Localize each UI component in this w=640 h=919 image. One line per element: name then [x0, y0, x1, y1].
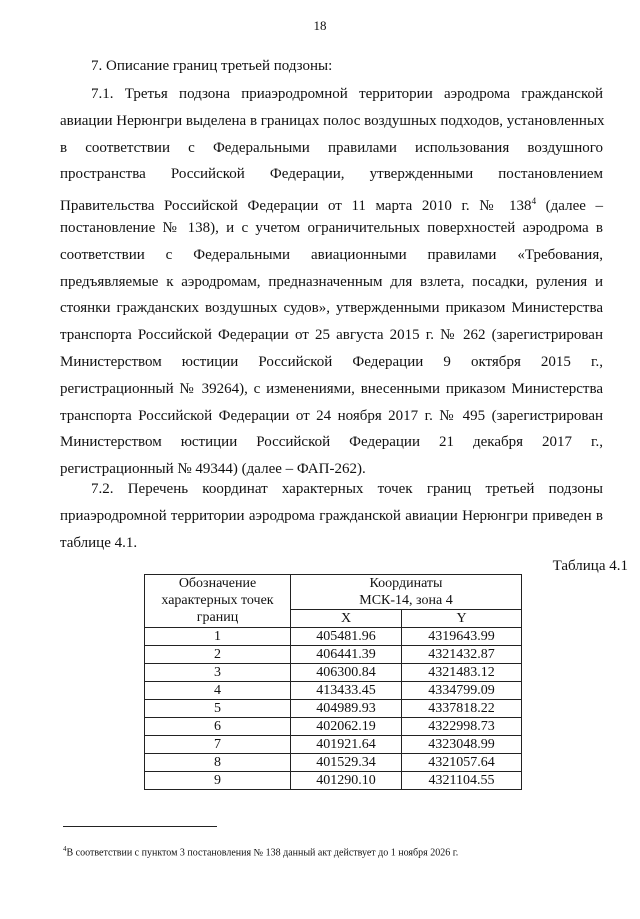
point-number: 3 — [145, 664, 291, 682]
coord-y: 4321432.87 — [402, 646, 522, 664]
paragraph-line: стоянки гражданских воздушных судов», утвержденными приказом Министерства — [60, 300, 603, 317]
table-row — [145, 682, 522, 700]
table-row — [145, 700, 522, 718]
paragraph-line: регистрационный № 49344) (далее – ФАП-262). — [60, 461, 366, 478]
table-row — [145, 736, 522, 754]
coord-x: 402062.19 — [291, 718, 402, 736]
paragraph-line: 7.1. Третья подзона приаэродромной территории аэродрома гражданской — [91, 86, 603, 102]
paragraph-line: в соответствии с Федеральными правилами использования воздушного — [60, 139, 603, 156]
footnote-text: В соответствии с пунктом 3 постановления № 138 данный акт действует до 1 ноября 2026 г. — [66, 847, 459, 859]
point-number: 7 — [145, 736, 291, 754]
coord-y: 4323048.99 — [402, 736, 522, 754]
header-x: X — [291, 610, 402, 628]
table-header-row — [145, 575, 522, 610]
paragraph-line: 7.2. Перечень координат характерных точек границ третьей подзоны — [91, 481, 603, 497]
table-row — [145, 754, 522, 772]
footnote-divider — [63, 826, 217, 827]
paragraph-line: приаэродромной территории аэродрома гражданской авиации Нерюнгри приведен в — [60, 507, 603, 524]
section-heading: 7. Описание границ третьей подзоны: — [91, 58, 333, 74]
coord-x: 401529.34 — [291, 754, 402, 772]
coord-y: 4322998.73 — [402, 718, 522, 736]
paragraph-line: регистрационный № 39264), с изменениями, внесенными приказом Министерства — [60, 380, 603, 397]
header-line: Обозначение — [178, 576, 257, 591]
paragraph-line: пространства Российской Федерации, утвержденными постановлением — [60, 166, 603, 183]
coord-y: 4321483.12 — [402, 664, 522, 682]
paragraph-line: соответствии с Федеральными авиационными правилами «Требования, — [60, 246, 603, 263]
coord-y: 4334799.09 — [402, 682, 522, 700]
coord-x: 406300.84 — [291, 664, 402, 682]
header-line: Координаты — [369, 576, 443, 591]
table-row — [145, 664, 522, 682]
page-number: 18 — [313, 18, 327, 33]
coord-y: 4321057.64 — [402, 754, 522, 772]
paragraph-line: предъявляемые к аэродромам, предназначенным для взлета, посадки, руления и — [60, 273, 603, 290]
coordinates-table — [144, 574, 522, 790]
header-line: МСК-14, зона 4 — [359, 593, 453, 608]
point-number: 1 — [145, 628, 291, 646]
table-row — [145, 772, 522, 790]
coord-x: 401290.10 — [291, 772, 402, 790]
paragraph-line: авиации Нерюнгри выделена в границах полос воздушных подходов, установленных — [60, 112, 605, 129]
table-caption: Таблица 4.1 — [552, 558, 628, 574]
coord-x: 413433.45 — [291, 682, 402, 700]
header-point-name — [145, 575, 291, 628]
point-number: 5 — [145, 700, 291, 718]
paragraph-line: постановление № 138), и с учетом ограничительных поверхностей аэродрома в — [60, 219, 603, 236]
coord-y: 4319643.99 — [402, 628, 522, 646]
footnote — [63, 845, 458, 858]
coord-y: 4337818.22 — [402, 700, 522, 718]
paragraph-line: Министерством юстиции Российской Федерации 9 октября 2015 г., — [60, 353, 603, 370]
header-y: Y — [402, 610, 522, 628]
paragraph-line-text: Правительства Российской Федерации от 11 марта 2010 г. № 138 — [60, 198, 532, 215]
paragraph-7-1 — [60, 81, 603, 483]
paragraph-line: транспорта Российской Федерации от 24 ноября 2017 г. № 495 (зарегистрирован — [60, 407, 603, 424]
point-number: 6 — [145, 718, 291, 736]
header-line: границ — [196, 610, 239, 625]
point-number: 8 — [145, 754, 291, 772]
paragraph-line-tail: (далее – — [536, 198, 603, 215]
table-row — [145, 718, 522, 736]
footnote-reference: 4 — [531, 196, 537, 207]
footnote-mark: 4 — [63, 845, 67, 853]
header-coordinates — [291, 575, 522, 610]
paragraph-line-with-footnote — [60, 188, 603, 215]
coord-x: 406441.39 — [291, 646, 402, 664]
paragraph-7-2 — [60, 476, 603, 556]
coord-x: 401921.64 — [291, 736, 402, 754]
coord-x: 404989.93 — [291, 700, 402, 718]
paragraph-line: таблице 4.1. — [60, 534, 138, 551]
paragraph-line: транспорта Российской Федерации от 25 августа 2015 г. № 262 (зарегистрирован — [60, 327, 603, 344]
coord-y: 4321104.55 — [402, 772, 522, 790]
point-number: 9 — [145, 772, 291, 790]
table-row — [145, 628, 522, 646]
point-number: 2 — [145, 646, 291, 664]
point-number: 4 — [145, 682, 291, 700]
coord-x: 405481.96 — [291, 628, 402, 646]
paragraph-line: Министерством юстиции Российской Федерации 21 декабря 2017 г., — [60, 434, 603, 451]
table-row — [145, 646, 522, 664]
header-line: характерных точек — [161, 593, 274, 608]
